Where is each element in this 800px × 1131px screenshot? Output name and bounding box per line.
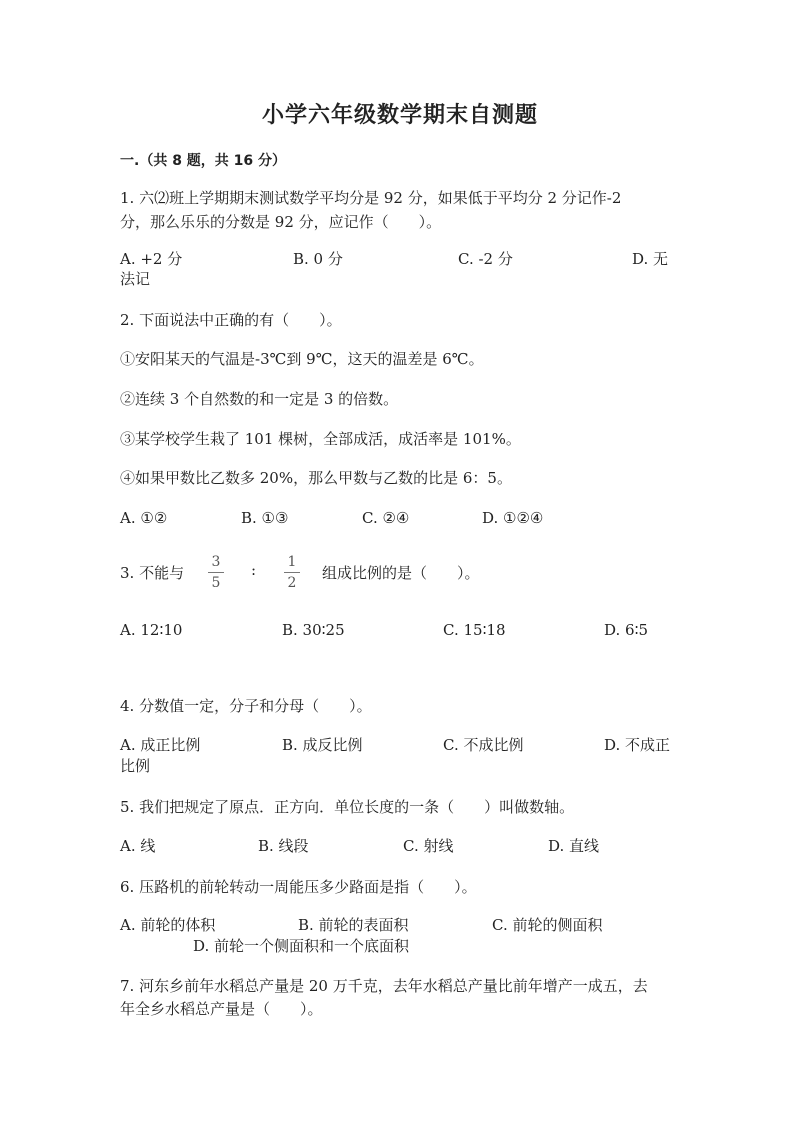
question-2-statement-3: ③某学校学生栽了 101 棵树，全部成活，成活率是 101%。 bbox=[120, 430, 521, 448]
fraction-1-denominator: 5 bbox=[211, 575, 221, 591]
question-1-stem-line2: 分，那么乐乐的分数是 92 分，应记作（ ）。 bbox=[120, 213, 442, 231]
question-6-option-a: A. 前轮的体积 bbox=[120, 916, 216, 934]
question-4-option-b: B. 成反比例 bbox=[282, 736, 363, 754]
question-5-stem: 5. 我们把规定了原点．正方向．单位长度的一条（ ）叫做数轴。 bbox=[120, 798, 575, 816]
question-6-option-d: D. 前轮一个侧面积和一个底面积 bbox=[193, 937, 410, 955]
question-5-option-d: D. 直线 bbox=[548, 837, 600, 855]
question-4-option-c: C. 不成比例 bbox=[443, 736, 524, 754]
question-4-option-a: A. 成正比例 bbox=[120, 736, 201, 754]
question-3-stem-prefix: 3. 不能与 bbox=[120, 564, 185, 582]
question-2-statement-2: ②连续 3 个自然数的和一定是 3 的倍数。 bbox=[120, 390, 399, 408]
fraction-2-numerator: 1 bbox=[287, 554, 297, 570]
question-6-option-c: C. 前轮的侧面积 bbox=[492, 916, 603, 934]
question-3-option-a: A. 12∶10 bbox=[120, 621, 183, 639]
question-1-stem-line1: 1. 六⑵班上学期期末测试数学平均分是 92 分，如果低于平均分 2 分记作-2 bbox=[120, 189, 622, 207]
question-1-option-a: A. +2 分 bbox=[120, 250, 183, 268]
question-2-statement-1: ①安阳某天的气温是-3℃到 9℃，这天的温差是 6℃。 bbox=[120, 350, 484, 368]
question-2-statement-4: ④如果甲数比乙数多 20%，那么甲数与乙数的比是 6：5。 bbox=[120, 469, 512, 487]
question-4-stem: 4. 分数值一定，分子和分母（ ）。 bbox=[120, 697, 372, 715]
question-1-option-b: B. 0 分 bbox=[293, 250, 343, 268]
question-2-option-d: D. ①②④ bbox=[482, 509, 544, 527]
question-4-option-d: D. 不成正 bbox=[604, 736, 671, 754]
question-1-option-d-wrap: 法记 bbox=[120, 270, 151, 288]
question-2-option-b: B. ①③ bbox=[241, 509, 289, 527]
page-title: 小学六年级数学期末自测题 bbox=[261, 103, 538, 128]
fraction-three-fifths bbox=[206, 553, 226, 592]
fraction-2-bar bbox=[284, 572, 300, 573]
question-5-option-a: A. 线 bbox=[120, 837, 156, 855]
ratio-colon: : bbox=[251, 561, 257, 579]
question-5-option-b: B. 线段 bbox=[258, 837, 309, 855]
question-7-stem-line2: 年全乡水稻总产量是（ ）。 bbox=[120, 1000, 323, 1018]
question-3-option-b: B. 30∶25 bbox=[282, 621, 345, 639]
question-6-stem: 6. 压路机的前轮转动一周能压多少路面是指（ ）。 bbox=[120, 878, 477, 896]
question-6-option-b: B. 前轮的表面积 bbox=[298, 916, 409, 934]
fraction-1-bar bbox=[208, 572, 224, 573]
question-7-stem-line1: 7. 河东乡前年水稻总产量是 20 万千克，去年水稻总产量比前年增产一成五，去 bbox=[120, 977, 648, 995]
question-4-option-d-wrap: 比例 bbox=[120, 757, 151, 775]
question-2-stem: 2. 下面说法中正确的有（ ）。 bbox=[120, 311, 342, 329]
question-1-option-d: D. 无 bbox=[632, 250, 669, 268]
section-heading: 一.（共 8 题，共 16 分） bbox=[120, 153, 287, 169]
fraction-2-denominator: 2 bbox=[287, 575, 297, 591]
question-5-option-c: C. 射线 bbox=[403, 837, 454, 855]
question-3-option-c: C. 15∶18 bbox=[443, 621, 506, 639]
question-1-option-c: C. -2 分 bbox=[458, 250, 513, 268]
question-3-option-d: D. 6∶5 bbox=[604, 621, 649, 639]
question-3-stem-suffix: 组成比例的是（ ）。 bbox=[322, 564, 480, 582]
fraction-one-half bbox=[282, 553, 302, 592]
fraction-1-numerator: 3 bbox=[211, 554, 221, 570]
question-2-option-c: C. ②④ bbox=[362, 509, 410, 527]
question-2-option-a: A. ①② bbox=[120, 509, 168, 527]
